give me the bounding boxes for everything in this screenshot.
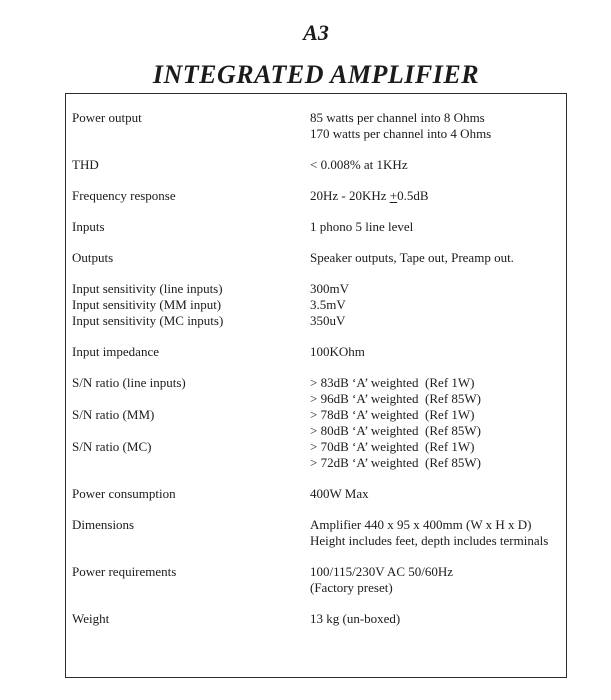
freq-post: 0.5dB: [397, 188, 429, 203]
spec-values: [310, 611, 562, 627]
spec-values: [310, 439, 562, 471]
spec-row-sn-mc: [72, 439, 562, 471]
spec-label: Power consumption: [72, 486, 176, 501]
spec-row-inputs: [72, 219, 562, 235]
spec-label: Inputs: [72, 219, 105, 234]
spec-value: 3.5mV: [310, 297, 346, 312]
spec-value: > 83dB ‘A’ weighted (Ref 1W): [310, 375, 475, 390]
spec-label: Input impedance: [72, 344, 159, 359]
spec-values: [310, 110, 562, 142]
spec-row-sensitivity-mm: [72, 297, 562, 313]
spec-label: Frequency response: [72, 188, 176, 203]
spec-table: [65, 93, 567, 678]
spec-value: Height includes feet, depth includes terminals: [310, 533, 549, 548]
spec-value: 100KOhm: [310, 344, 365, 359]
spec-values: [310, 407, 562, 439]
spec-label: Input sensitivity (MC inputs): [72, 313, 224, 328]
spec-value: 170 watts per channel into 4 Ohms: [310, 126, 492, 141]
spec-value: 100/115/230V AC 50/60Hz: [310, 564, 454, 579]
spec-value: > 96dB ‘A’ weighted (Ref 85W): [310, 391, 481, 406]
spec-row-outputs: [72, 250, 562, 266]
spec-values: [310, 188, 562, 204]
spec-label: THD: [72, 157, 99, 172]
spec-label: S/N ratio (MM): [72, 407, 155, 422]
spec-label: Power output: [72, 110, 142, 125]
spec-value: < 0.008% at 1KHz: [310, 157, 408, 172]
spec-row-sn-line: [72, 375, 562, 407]
spec-row-thd: [72, 157, 562, 173]
spec-row-input-impedance: [72, 344, 562, 360]
spec-value: 1 phono 5 line level: [310, 219, 414, 234]
spec-value: (Factory preset): [310, 580, 393, 595]
spec-value: 85 watts per channel into 8 Ohms: [310, 110, 485, 125]
spec-value: > 80dB ‘A’ weighted (Ref 85W): [310, 423, 481, 438]
spec-row-power-output: [72, 110, 562, 142]
spec-values: [310, 375, 562, 407]
spec-label: Outputs: [72, 250, 114, 265]
plus-minus-symbol: +: [389, 188, 398, 203]
spec-values: [310, 250, 562, 266]
spec-label: Dimensions: [72, 517, 135, 532]
document-header: [65, 20, 567, 90]
spec-values: [310, 517, 562, 549]
spec-value: Speaker outputs, Tape out, Preamp out.: [310, 250, 514, 265]
spec-value: 13 kg (un-boxed): [310, 611, 401, 626]
spec-values: [310, 157, 562, 173]
spec-row-dimensions: [72, 517, 562, 549]
spec-values: [310, 486, 562, 502]
spec-values: [310, 297, 562, 313]
spec-row-sn-mm: [72, 407, 562, 439]
spec-label: Power requirements: [72, 564, 177, 579]
spec-label: Weight: [72, 611, 110, 626]
spec-label: Input sensitivity (MM input): [72, 297, 222, 312]
spec-label: S/N ratio (MC): [72, 439, 152, 454]
spec-row-power-consumption: [72, 486, 562, 502]
spec-values: [310, 564, 562, 596]
spec-row-sensitivity-line: [72, 281, 562, 297]
spec-value: > 78dB ‘A’ weighted (Ref 1W): [310, 407, 475, 422]
spec-value: 400W Max: [310, 486, 369, 501]
spec-value: Amplifier 440 x 95 x 400mm (W x H x D): [310, 517, 532, 532]
spec-row-sensitivity-mc: [72, 313, 562, 329]
spec-value: 350uV: [310, 313, 346, 328]
page-title: INTEGRATED AMPLIFIER: [152, 60, 480, 89]
spec-value: > 70dB ‘A’ weighted (Ref 1W): [310, 439, 475, 454]
spec-row-weight: [72, 611, 562, 627]
spec-row-power-requirements: [72, 564, 562, 596]
freq-pre: 20Hz - 20KHz: [310, 188, 390, 203]
spec-values: [310, 313, 562, 329]
spec-value: > 72dB ‘A’ weighted (Ref 85W): [310, 455, 481, 470]
spec-label: S/N ratio (line inputs): [72, 375, 186, 390]
spec-values: [310, 281, 562, 297]
spec-values: [310, 344, 562, 360]
spec-label: Input sensitivity (line inputs): [72, 281, 223, 296]
spec-value: 300mV: [310, 281, 349, 296]
spec-value: [310, 188, 562, 204]
spec-values: [310, 219, 562, 235]
model-title: A3: [303, 20, 329, 45]
spec-row-frequency-response: [72, 188, 562, 204]
